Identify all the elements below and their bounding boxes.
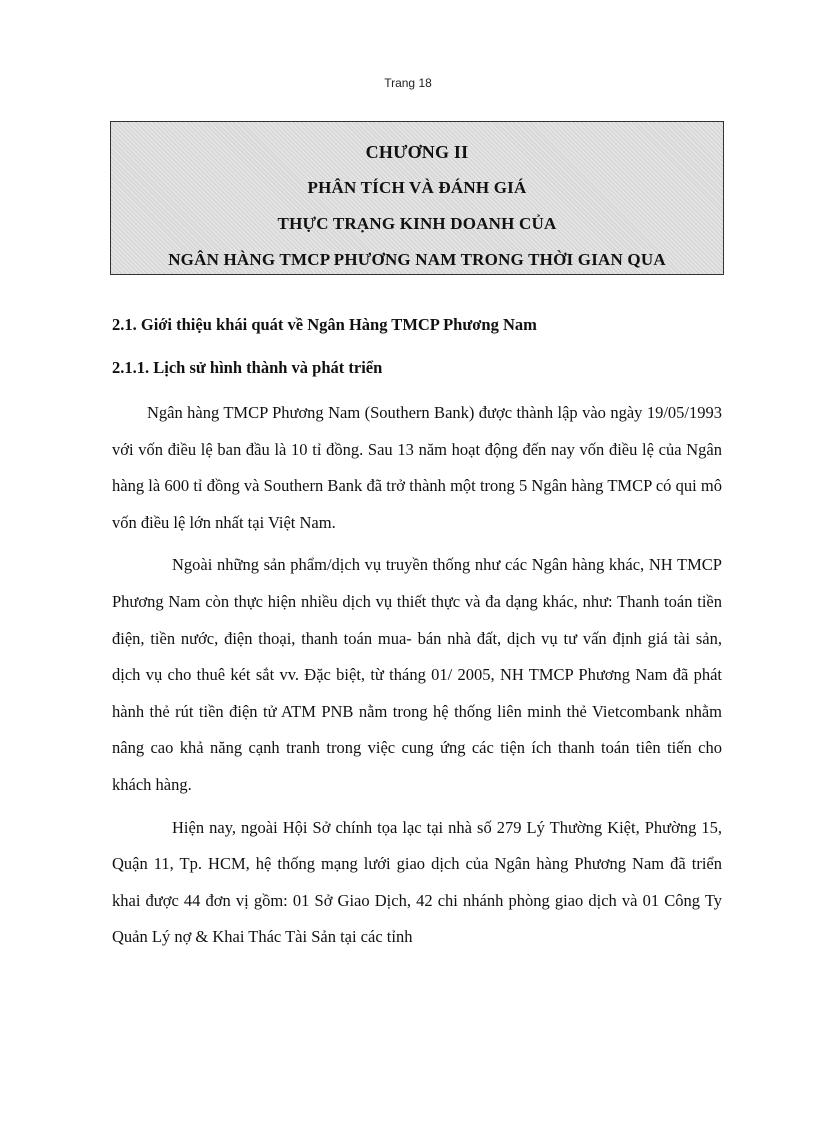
body-text: [112, 395, 722, 956]
section-heading: 2.1. Giới thiệu khái quát về Ngân Hàng TMCP Phương Nam: [112, 315, 537, 334]
chapter-number: CHƯƠNG II: [365, 142, 469, 162]
chapter-title-line-2: THỰC TRẠNG KINH DOANH CỦA: [277, 214, 557, 233]
page-number: Trang 18: [384, 76, 432, 90]
chapter-title-box: [110, 121, 724, 275]
paragraph-network: Hiện nay, ngoài Hội Sở chính tọa lạc tại nhà số 279 Lý Thường Kiệt, Phường 15, Quận 11, Tp. HCM, hệ thống mạng lưới giao dịch của Ngân hàng Phương Nam đã triển khai được 44 đơn vị gồm: 01 Sở Giao Dịch, 42 chi nhánh phòng giao dịch và 01 Công Ty Quản Lý nợ & Khai Thác Tài Sản tại các tỉnh: [112, 817, 722, 947]
paragraph-history: Ngân hàng TMCP Phương Nam (Southern Bank) được thành lập vào ngày 19/05/1993 với vốn điều lệ ban đầu là 10 tỉ đồng. Sau 13 năm hoạt động đến nay vốn điều lệ của Ngân hàng là 600 tỉ đồng và Southern Bank đã trở thành một trong 5 Ngân hàng TMCP có qui mô vốn điều lệ lớn nhất tại Việt Nam.: [112, 403, 722, 532]
paragraph-services: Ngoài những sản phẩm/dịch vụ truyền thống như các Ngân hàng khác, NH TMCP Phương Nam còn thực hiện nhiều dịch vụ thiết thực và đa dạng khác, như: Thanh toán tiền điện, tiền nước, điện thoại, thanh toán mua- bán nhà đất, dịch vụ tư vấn định giá tài sản, dịch vụ cho thuê két sắt vv. Đặc biệt, từ tháng 01/ 2005, NH TMCP Phương Nam đã phát hành thẻ rút tiền điện tử ATM PNB nằm trong hệ thống liên minh thẻ Vietcombank nhằm nâng cao khả năng cạnh tranh trong việc cung ứng các tiện ích thanh toán tiên tiến cho khách hàng.: [112, 555, 722, 794]
chapter-title-line-1: PHÂN TÍCH VÀ ĐÁNH GIÁ: [307, 178, 527, 197]
chapter-title-line-3: NGÂN HÀNG TMCP PHƯƠNG NAM TRONG THỜI GIAN QUA: [168, 250, 666, 269]
subsection-heading: 2.1.1. Lịch sử hình thành và phát triển: [112, 358, 383, 377]
